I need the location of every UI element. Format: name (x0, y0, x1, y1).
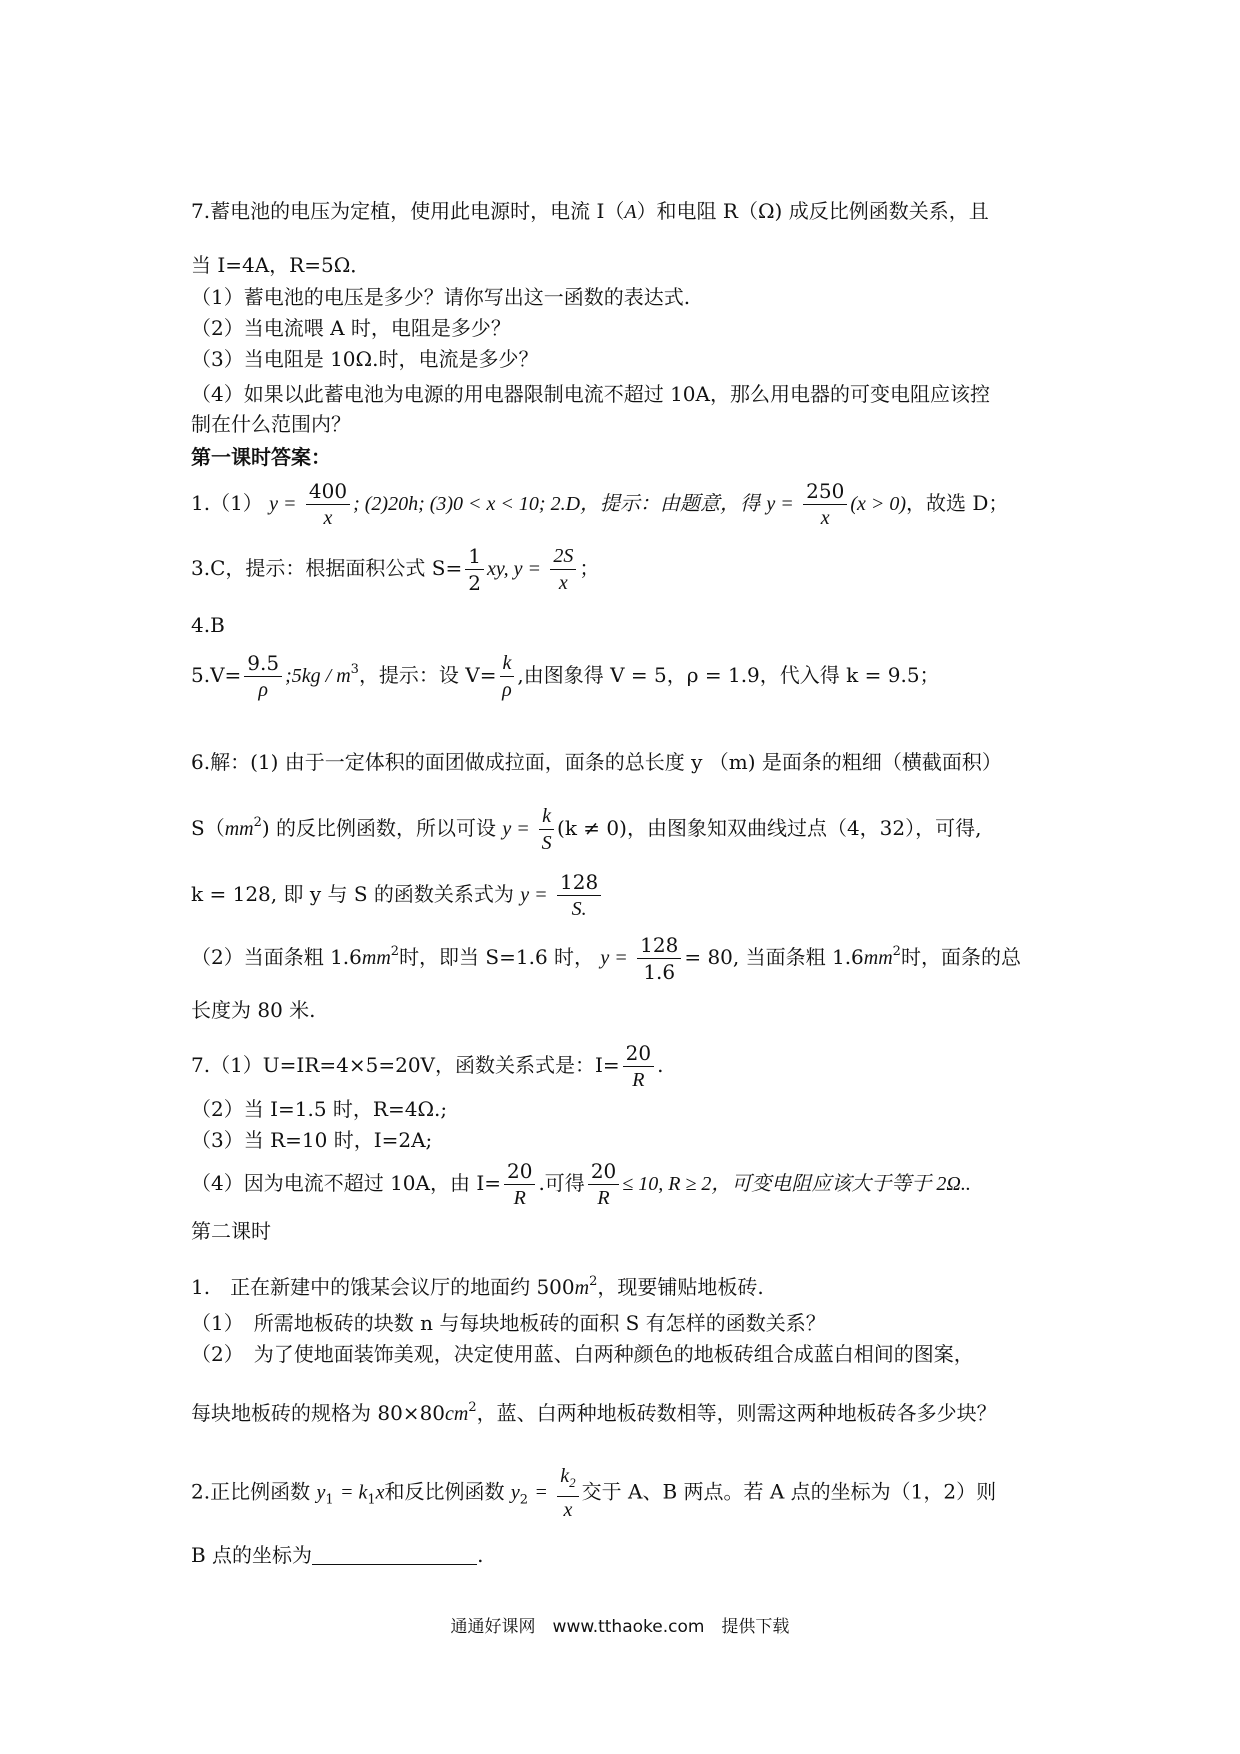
answer-7-line-2: （2）当 I=1.5 时，R=4Ω.; (191, 1097, 448, 1121)
denominator: x (323, 507, 333, 529)
fraction (637, 932, 681, 985)
text: 每块地板砖的规格为 80×80 (191, 1401, 446, 1425)
footer-watermark: 通通好课网 www.tthaoke.com 提供下载 (450, 1617, 790, 1637)
fraction (539, 803, 554, 856)
lesson-2-heading: 第二课时 (191, 1219, 271, 1243)
lesson-2-problem-1-q1: （1） 所需地板砖的块数 n 与每块地板砖的面积 S 有怎样的函数关系？ (191, 1311, 826, 1335)
numerator: k (539, 803, 554, 830)
text: 时，面条的总 (900, 945, 1021, 969)
denominator: x (558, 572, 568, 594)
denominator: 2 (468, 571, 481, 595)
math: y (316, 1481, 326, 1504)
subscript: 1 (367, 1492, 376, 1508)
answer-1 (191, 478, 1008, 531)
denominator: x (563, 1499, 573, 1521)
numerator: k (500, 650, 515, 677)
math: xy, y = (486, 558, 541, 580)
answer-blank[interactable] (312, 1544, 477, 1565)
problem-7-question-4b: 制在什么范围内？ (191, 412, 351, 436)
text: ）和电阻 R（Ω) 成反比例函数关系，且 (636, 199, 989, 223)
text: ，故选 D； (906, 491, 1009, 515)
text: k = 128, 即 y 与 S 的函数关系式为 (191, 882, 514, 906)
math: x (375, 1481, 385, 1504)
denominator: S. (571, 898, 587, 920)
unit: m (574, 1277, 590, 1299)
answer-7-line-4 (191, 1158, 971, 1211)
text: 时，即当 S=1.6 时， (399, 945, 595, 969)
math: y = (766, 493, 794, 515)
superscript: 2 (468, 1400, 477, 1415)
math: y = (269, 493, 297, 515)
text: （2）当面条粗 1.6 (191, 945, 362, 969)
text: .可得 (538, 1171, 585, 1195)
lesson-2-problem-1 (191, 1268, 764, 1302)
text: ，现要铺贴地板砖. (597, 1275, 764, 1299)
math: y (510, 1481, 520, 1504)
text: ； (579, 556, 600, 580)
text: 7.（1）U=IR=4×5=20V，函数关系式是：I= (191, 1053, 620, 1077)
problem-7-question-3: （3）当电阻是 10Ω.时，电流是多少？ (191, 347, 539, 371)
denominator: x (820, 507, 830, 529)
answer-6-line-2 (191, 803, 981, 856)
math: k (560, 1465, 570, 1487)
answer-6-line-3 (191, 869, 604, 922)
lesson-2-problem-2-line-2 (191, 1541, 483, 1569)
fraction (306, 478, 350, 531)
fraction (623, 1040, 654, 1093)
answer-6-line-1: 6.解：(1) 由于一定体积的面团做成拉面，面条的总长度 y （m) 是面条的粗细（横截面积） (191, 750, 1002, 774)
problem-7-question-4a: （4）如果以此蓄电池为电源的用电器限制电流不超过 10A，那么用电器的可变电阻应该控 (191, 382, 990, 406)
numerator: 20 (504, 1158, 535, 1185)
denominator: S (541, 832, 552, 854)
superscript: 2 (253, 815, 262, 830)
math: ; (2)20h; (3)0 < x < 10; 2.D，提示：由题意，得 (353, 493, 761, 515)
unit: cm (445, 1403, 469, 1425)
superscript: 3 (350, 662, 359, 677)
lesson-2-problem-1-q2: （2） 为了使地面装饰美观，决定使用蓝、白两种颜色的地板砖组合成蓝白相间的图案， (191, 1342, 974, 1366)
math: y = (600, 947, 628, 969)
numerator: 128 (557, 869, 601, 896)
numerator: 2S (550, 543, 576, 570)
text: 7.蓄电池的电压为定植，使用此电源时，电流 I（ (191, 199, 625, 223)
numerator: 9.5 (244, 650, 282, 677)
text: （4）因为电流不超过 10A，由 I= (191, 1171, 501, 1195)
text: S（ (191, 816, 225, 840)
numerator: 1 (465, 543, 484, 570)
fraction (504, 1158, 535, 1211)
text: ,由图象得 V = 5，ρ = 1.9，代入得 k = 9.5； (517, 663, 940, 687)
text: 和反比例函数 (384, 1479, 505, 1504)
text: ，蓝、白两种地板砖数相等，则需这两种地板砖各多少块？ (476, 1401, 997, 1425)
text: ) 的反比例函数，所以可设 (261, 816, 497, 840)
math: (x > 0) (850, 493, 907, 515)
problem-7-question-1: （1）蓄电池的电压是多少？请你写出这一函数的表达式. (191, 285, 691, 309)
fraction (557, 1463, 578, 1523)
math: = k (339, 1481, 368, 1504)
denominator: 1.6 (643, 960, 676, 984)
text: 1.（1） (191, 491, 263, 515)
text: (k ≠ 0)，由图象知双曲线过点（4，32），可得, (557, 816, 982, 840)
answer-6-line-4 (191, 932, 1021, 985)
numerator: 20 (623, 1040, 654, 1067)
superscript: 2 (892, 944, 901, 959)
math: y = (502, 818, 530, 840)
answer-7-line-3: （3）当 R=10 时，I=2A; (191, 1128, 433, 1152)
answer-7-line-1 (191, 1040, 663, 1093)
unit: mm (863, 947, 893, 969)
superscript: 2 (390, 944, 400, 959)
lesson-2-problem-1-q3 (191, 1394, 997, 1428)
text: 交于 A、B 两点。若 A 点的坐标为（1，2）则 (581, 1479, 997, 1504)
math: ;5kg / m (285, 665, 351, 687)
denominator: R (513, 1187, 526, 1209)
numerator: 128 (637, 932, 681, 959)
answer-6-line-5: 长度为 80 米. (191, 998, 316, 1022)
subscript: 1 (325, 1492, 334, 1508)
problem-7-line-1 (191, 197, 989, 226)
fraction (550, 543, 576, 596)
numerator: 400 (306, 478, 350, 505)
math: = (534, 1481, 548, 1504)
problem-7-question-2: （2）当电流喂 A 时，电阻是多少？ (191, 316, 511, 340)
text: 2.正比例函数 (191, 1479, 311, 1504)
text: 3.C，提示：根据面积公式 S= (191, 556, 463, 580)
unit: mm (224, 818, 254, 840)
unit-a: A (624, 201, 637, 223)
fraction (803, 478, 847, 531)
fraction (465, 543, 484, 596)
numerator (557, 1463, 578, 1497)
problem-7-line-2: 当 I=4A，R=5Ω． (191, 253, 371, 277)
math: ≤ 10, R ≥ 2，可变电阻应该大于等于 2Ω.. (622, 1173, 971, 1195)
fraction (588, 1158, 619, 1211)
answer-4: 4.B (191, 613, 225, 637)
math: y = (520, 884, 548, 906)
text: B 点的坐标为 (191, 1543, 313, 1567)
denominator: R (597, 1187, 610, 1209)
text: . (657, 1053, 664, 1077)
denominator: ρ (502, 679, 512, 701)
fraction (500, 650, 515, 703)
superscript: 2 (589, 1274, 598, 1289)
denominator: R (632, 1069, 645, 1091)
text: 1. 正在新建中的饿某会议厅的地面约 500 (191, 1275, 575, 1299)
subscript: 2 (569, 1475, 576, 1490)
answer-3 (191, 543, 599, 596)
fraction (557, 869, 601, 922)
text: . (477, 1543, 484, 1567)
lesson-2-problem-2 (191, 1463, 996, 1523)
answers-heading: 第一课时答案： (191, 445, 331, 469)
numerator: 250 (803, 478, 847, 505)
answer-5 (191, 650, 940, 703)
denominator: ρ (258, 679, 268, 701)
fraction (244, 650, 282, 703)
subscript: 2 (519, 1492, 529, 1508)
text: = 80, 当面条粗 1.6 (684, 945, 864, 969)
unit: mm (361, 947, 391, 969)
numerator: 20 (588, 1158, 619, 1185)
text: ，提示：设 V= (358, 663, 497, 687)
text: 5.V= (191, 663, 242, 687)
